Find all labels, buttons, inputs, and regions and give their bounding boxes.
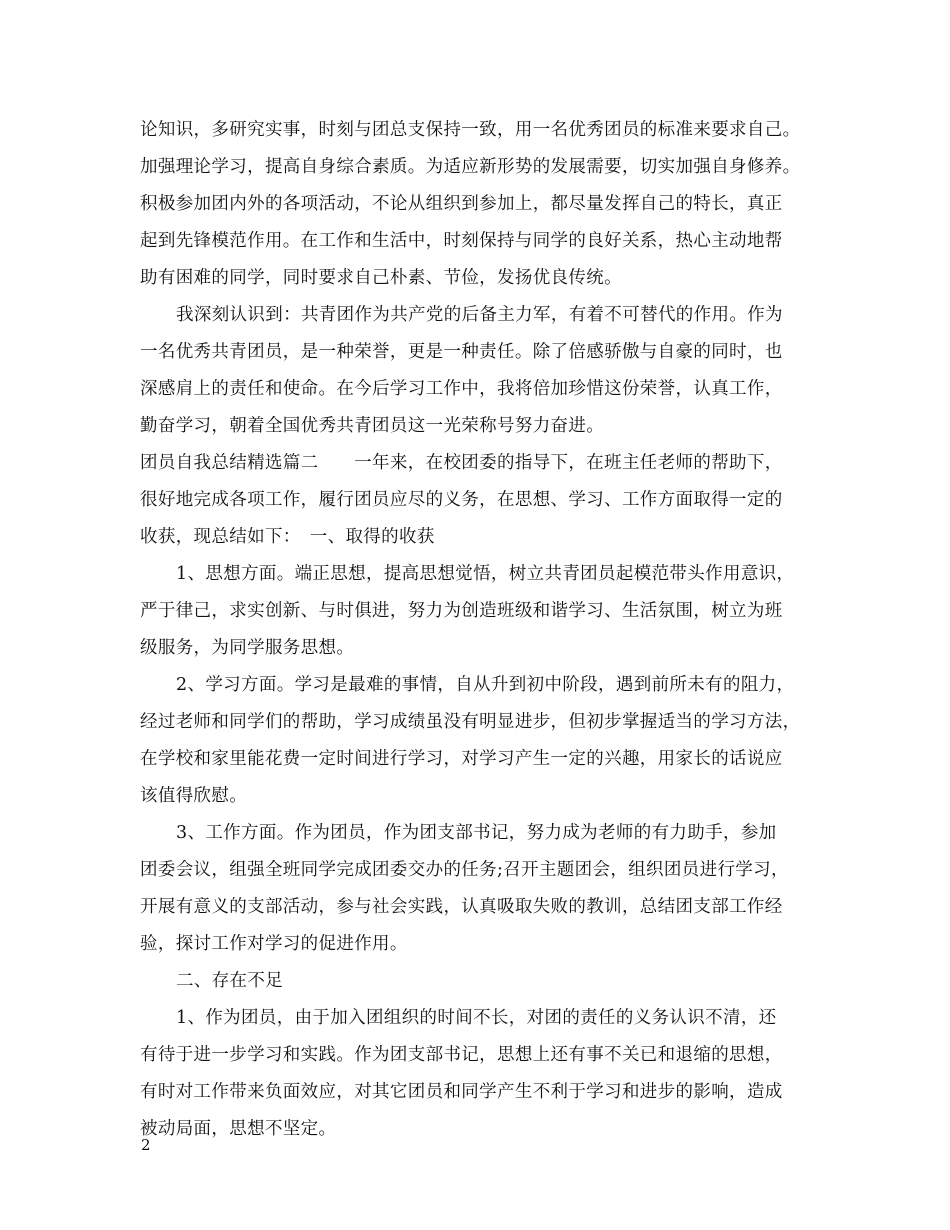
text-line: 积极参加团内外的各项活动，不论从组织到参加上，都尽量发挥自己的特长，真正 bbox=[140, 194, 783, 214]
section-heading-line: 二、存在不足 bbox=[176, 971, 284, 991]
text-line: 勤奋学习，朝着全国优秀共青团员这一光荣称号努力奋进。 bbox=[140, 416, 605, 436]
text-line: 该值得欣慰。 bbox=[140, 786, 248, 806]
text-line: 加强理论学习，提高自身综合素质。为适应新形势的发展需要，切实加强自身修养。 bbox=[140, 157, 801, 177]
text-line: 2、学习方面。学习是最难的事情，自从升到初中阶段，遇到前所未有的阻力， bbox=[176, 675, 795, 695]
text-line: 3、工作方面。作为团员，作为团支部书记，努力成为老师的有力助手，参加 bbox=[176, 823, 777, 843]
text-line: 团委会议，组强全班同学完成团委交办的任务;召开主题团会，组织团员进行学习， bbox=[140, 860, 789, 880]
text-line: 1、作为团员，由于加入团组织的时间不长，对团的责任的义务认识不清，还 bbox=[176, 1008, 777, 1028]
section-heading-line: 团员自我总结精选篇二 一年来，在校团委的指导下，在班主任老师的帮助下， bbox=[140, 453, 783, 473]
text-line: 深感肩上的责任和使命。在今后学习工作中，我将倍加珍惜这份荣誉，认真工作， bbox=[140, 379, 783, 399]
text-line: 开展有意义的支部活动，参与社会实践，认真吸取失败的教训，总结团支部工作经 bbox=[140, 897, 783, 917]
text-line: 经过老师和同学们的帮助，学习成绩虽没有明显进步，但初步掌握适当的学习方法， bbox=[140, 712, 801, 732]
text-line: 有时对工作带来负面效应，对其它团员和同学产生不利于学习和进步的影响，造成 bbox=[140, 1082, 783, 1102]
text-line: 有待于进一步学习和实践。作为团支部书记，思想上还有事不关已和退缩的思想， bbox=[140, 1045, 783, 1065]
text-line: 一名优秀共青团员，是一种荣誉，更是一种责任。除了倍感骄傲与自豪的同时，也 bbox=[140, 342, 783, 362]
text-line: 论知识，多研究实事，时刻与团总支保持一致，用一名优秀团员的标准来要求自己。 bbox=[140, 120, 801, 140]
text-line: 验，探讨工作对学习的促进作用。 bbox=[140, 934, 408, 954]
text-line: 我深刻认识到：共青团作为共产党的后备主力军，有着不可替代的作用。作为 bbox=[176, 305, 783, 325]
text-line: 严于律己，求实创新、与时俱进，努力为创造班级和谐学习、生活氛围，树立为班 bbox=[140, 601, 783, 621]
text-line: 助有困难的同学，同时要求自己朴素、节俭，发扬优良传统。 bbox=[140, 268, 622, 288]
text-line: 在学校和家里能花费一定时间进行学习，对学习产生一定的兴趣，用家长的话说应 bbox=[140, 749, 783, 769]
text-line: 被动局面，思想不坚定。 bbox=[140, 1119, 337, 1139]
text-line: 收获，现总结如下： 一、取得的收获 bbox=[140, 527, 435, 547]
text-line: 1、思想方面。端正思想，提高思想觉悟，树立共青团员起模范带头作用意识， bbox=[176, 564, 795, 584]
page-number: 2 bbox=[141, 1136, 151, 1154]
text-line: 起到先锋模范作用。在工作和生活中，时刻保持与同学的良好关系，热心主动地帮 bbox=[140, 231, 783, 251]
text-line: 很好地完成各项工作，履行团员应尽的义务，在思想、学习、工作方面取得一定的 bbox=[140, 490, 783, 510]
text-line: 级服务，为同学服务思想。 bbox=[140, 638, 355, 658]
